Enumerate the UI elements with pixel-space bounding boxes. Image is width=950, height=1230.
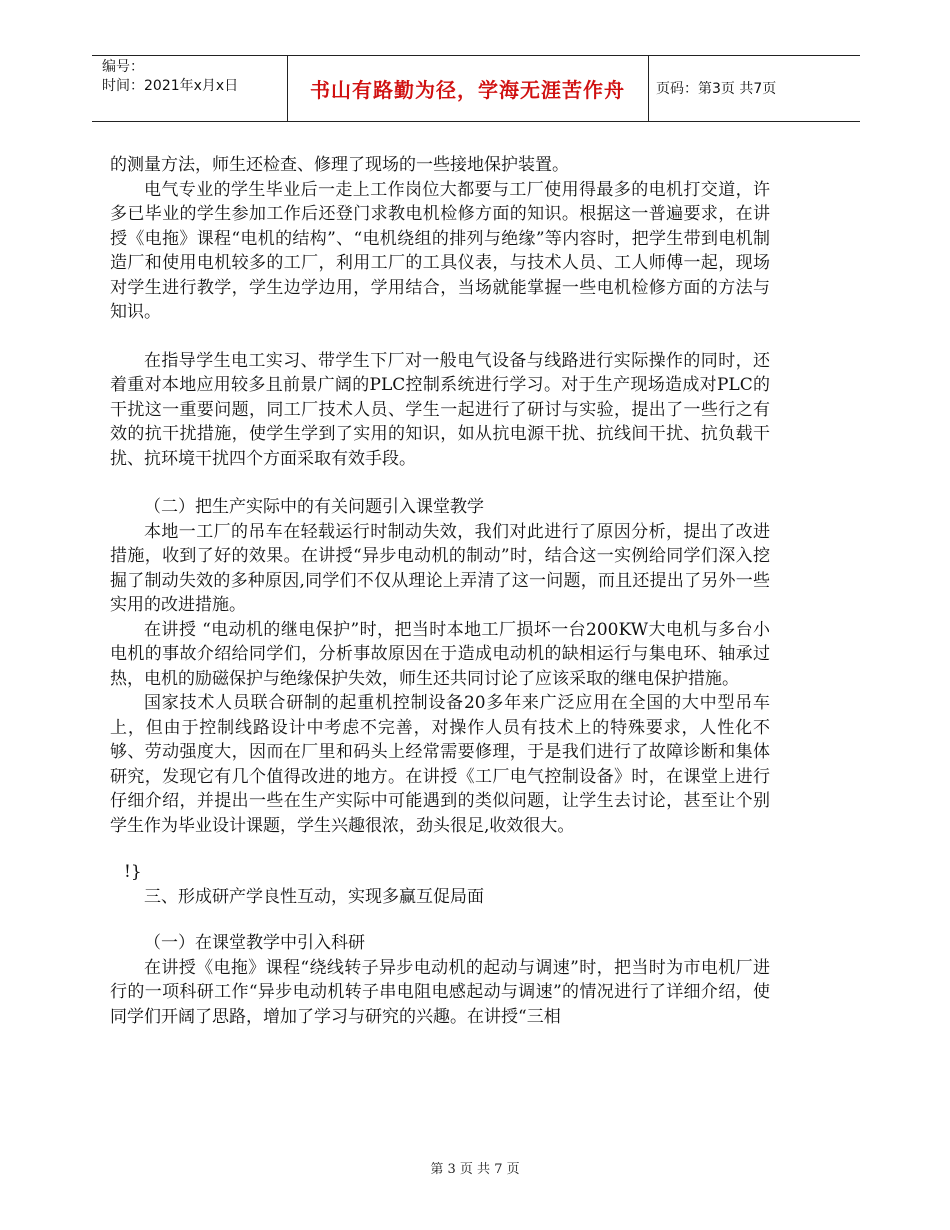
header-meta <box>102 58 282 96</box>
header-motto: 书山有路勤为径，学海无涯苦作舟 <box>310 77 625 102</box>
section-heading: （一）在课堂教学中引入科研 <box>144 933 365 953</box>
paragraph-gap <box>110 838 770 860</box>
document-time-label: 时间：2021年x月x日 <box>102 78 239 94</box>
header-page-info: 页码：第3页 共7页 <box>656 81 777 97</box>
stray-mark: !} <box>124 862 142 882</box>
paragraph: 在指导学生电工实习、带学生下厂对一般电气设备与线路进行实际操作的同时，还着重对本地应用较多且前景广阔的PLC控制系统进行学习。对于生产现场造成对PLC的干扰这一重要问题，同工厂技术人员、学生一起进行了研讨与实验，提出了一些行之有效的抗干扰措施，使学生学到了实用的知识，如从抗电源干扰、抗线间干扰、抗负载干扰、抗环境干扰四个方面采取有效手段。 <box>110 350 770 469</box>
document-body <box>110 153 770 1029</box>
header-bottom-rule <box>92 121 860 122</box>
paragraph: 的测量方法，师生还检查、修理了现场的一些接地保护装置。 <box>110 155 569 175</box>
section-heading: （二）把生产实际中的有关问题引入课堂教学 <box>144 497 484 517</box>
section-heading: 三、形成研产学良性互动，实现多赢互促局面 <box>144 886 484 907</box>
paragraph: 国家技术人员联合研制的起重机控制设备20多年来广泛应用在全国的大中型吊车上，但由于控制线路设计中考虑不完善，对操作人员有技术上的特殊要求，人性化不够、劳动强度大，因而在厂里和码头上经常需要修理，于是我们进行了故障诊断和集体研究，发现它有几个值得改进的地方。在讲授《工厂电气控制设备》时，在课堂上进行仔细介绍，并提出一些在生产实际中可能遇到的类似问题，让学生去讨论，甚至让个别学生作为毕业设计课题，学生兴趣很浓，劲头很足,收效很大。 <box>110 693 770 836</box>
paragraph: 在讲授 “电动机的继电保护”时，把当时本地工厂损坏一台200KW大电机与多台小电机的事故介绍给同学们，分析事故原因在于造成电动机的缺相运行与集电环、轴承过热，电机的励磁保护与绝缘保护失效，师生还共同讨论了应该采取的继电保护措施。 <box>110 619 770 689</box>
paragraph-gap <box>110 471 770 495</box>
page-footer: 第 3 页 共 7 页 <box>430 1162 520 1177</box>
paragraph-gap <box>110 909 770 931</box>
paragraph: 在讲授《电拖》课程“绕线转子异步电动机的起动与调速”时，把当时为市电机厂进行的一项科研工作“异步电动机转子串电阻电感起动与调速”的情况进行了详细介绍，使同学们开阔了思路，增加了学习与研究的兴趣。在讲授“三相 <box>110 957 770 1027</box>
paragraph-gap <box>110 325 770 349</box>
header-divider-right <box>648 55 649 121</box>
paragraph: 电气专业的学生毕业后一走上工作岗位大都要与工厂使用得最多的电机打交道，许多已毕业的学生参加工作后还登门求教电机检修方面的知识。根据这一普遍要求，在讲授《电拖》课程“电机的结构”、“电机绕组的排列与绝缘”等内容时，把学生带到电机制造厂和使用电机较多的工厂，利用工厂的工具仪表，与技术人员、工人师傅一起，现场对学生进行教学，学生边学边用，学用结合，当场就能掌握一些电机检修方面的方法与知识。 <box>110 179 770 322</box>
document-number-label: 编号： <box>102 59 144 75</box>
paragraph: 本地一工厂的吊车在轻载运行时制动失效，我们对此进行了原因分析，提出了改进措施，收到了好的效果。在讲授“异步电动机的制动”时，结合这一实例给同学们深入挖掘了制动失效的多种原因,同学们不仅从理论上弄清了这一问题，而且还提出了另外一些实用的改进措施。 <box>110 521 770 615</box>
